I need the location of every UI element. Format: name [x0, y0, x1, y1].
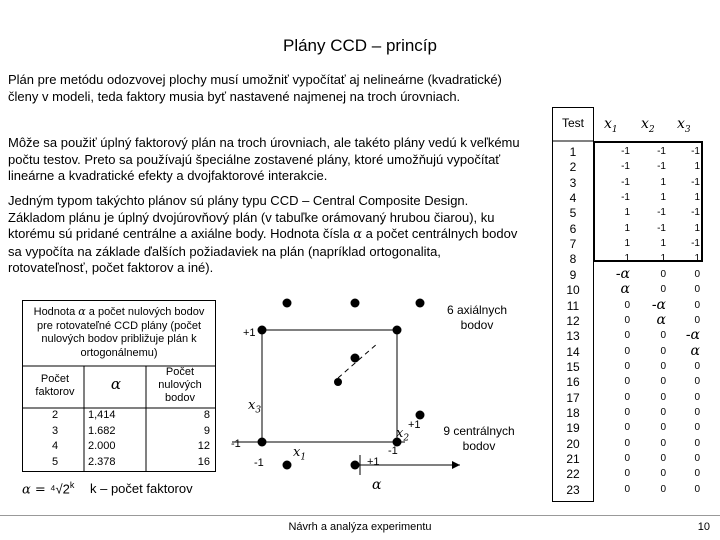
design-table-test-number: 8: [569, 252, 577, 267]
design-table-cell: 0: [660, 391, 666, 403]
cube-front-face: [262, 330, 397, 442]
design-table-cell: 0: [694, 314, 700, 326]
design-table-cell: 0: [624, 422, 630, 434]
label-minus1-left: -1: [231, 438, 241, 450]
design-table-cell: 0: [624, 330, 630, 342]
design-table-test-number: 17: [566, 390, 580, 405]
alpha-symbol: α: [353, 227, 362, 242]
design-table-test-number: 11: [566, 298, 580, 313]
design-table-cell: 0: [694, 360, 700, 372]
design-table-test-number: 10: [566, 283, 580, 298]
design-table-cell: 1: [624, 253, 630, 265]
design-table-cell: -1: [621, 176, 630, 188]
axial-point: [283, 461, 292, 470]
design-table-header-test: Test: [561, 116, 584, 130]
design-table-cell: 0: [624, 345, 630, 357]
axial-point: [351, 354, 360, 363]
design-table-header-x1: $x_1$: [604, 116, 618, 135]
design-table-cell: 0: [624, 406, 630, 418]
design-table-cell: 0: [694, 284, 700, 296]
design-table-cell: 0: [624, 437, 630, 449]
alpha-table-cell: 8: [203, 409, 210, 421]
design-table-cell: 0: [624, 299, 630, 311]
design-table-cell: 0: [694, 422, 700, 434]
design-table-test-number: 19: [566, 421, 580, 436]
design-table-cell: α: [690, 342, 700, 359]
axial-point: [416, 299, 425, 308]
design-table-cell: 1: [660, 192, 666, 204]
design-table-cell: -1: [657, 146, 666, 157]
alpha-table-caption: Hodnota α a počet nulových bodov pre rotovateľné CCD plány (počet nulových bodov približuje plán k ortogonálnemu): [33, 305, 205, 359]
footer-divider: [0, 515, 720, 516]
design-table-cell: 0: [660, 268, 666, 280]
design-table-cell: 0: [624, 483, 630, 495]
label-plus1-right: +1: [408, 419, 421, 431]
design-table-cell: 0: [660, 483, 666, 495]
design-table-cell: 1: [694, 161, 700, 173]
label-x1: $x_1$: [293, 445, 307, 463]
label-x3: $x_3$: [248, 398, 262, 416]
label-x2: $x_2$: [396, 426, 410, 444]
design-table-cell: 1: [694, 192, 700, 204]
design-table-cell: 1: [660, 176, 666, 188]
paragraph-2: Môže sa použiť úplný faktorový plán na troch úrovniach, ale takéto plány vedú k veľkému počtu testov. Preto sa používajú špeciálne zostavené plány, ktoré umožňujú vypočítať lineárne a kvadratické efekty a dvojfaktorové interakcie.: [8, 135, 520, 183]
design-table-test-number: 6: [569, 221, 577, 236]
design-table-test-number: 13: [566, 329, 580, 344]
design-table-cell: -1: [691, 207, 700, 219]
label-minus1-right: -1: [388, 445, 398, 457]
formula-exp: k: [69, 480, 75, 490]
design-table-test-number: 4: [569, 191, 577, 206]
label-plus1-top: +1: [243, 327, 256, 339]
alpha-table-cell: 2.378: [88, 455, 116, 468]
design-table-cell: α: [620, 281, 630, 298]
design-table-cell: 0: [660, 406, 666, 418]
design-table-cell: 0: [660, 422, 666, 434]
page-number: 10: [697, 521, 710, 533]
design-table-cell: 1: [660, 253, 666, 265]
design-table-cell: 1: [624, 222, 630, 234]
axial-point: [351, 461, 360, 470]
design-table-cell: 0: [624, 376, 630, 388]
axial-point: [393, 326, 402, 335]
label-plus1-bottom: +1: [367, 456, 380, 468]
paragraph-1: Plán pre metódu odozvovej plochy musí umožniť vypočítať aj nelineárne (kvadratické) členy v modeli, teda faktory musia byť nastavené najmenej na troch úrovniach.: [8, 72, 502, 104]
axial-points: [258, 299, 425, 470]
design-table-cell: 0: [694, 299, 700, 311]
alpha-table-header-points: Počet nulových bodov: [158, 366, 202, 404]
design-table-cell: α: [656, 311, 666, 328]
alpha-table-cell: 4: [52, 440, 59, 452]
design-table-cell: 0: [694, 453, 700, 464]
design-table-test-number: 1: [569, 145, 577, 159]
design-table-cell: 1: [694, 222, 700, 234]
design-table-cell: 0: [694, 468, 700, 480]
design-table-test-number: 12: [566, 313, 580, 328]
label-alpha: α: [372, 477, 382, 493]
design-table-cell: 1: [660, 238, 666, 250]
design-table-cell: 0: [660, 453, 666, 464]
axial-point: [258, 438, 267, 447]
design-table-cell: 0: [694, 483, 700, 495]
design-table-test-number: 5: [569, 206, 577, 221]
axial-point: [283, 299, 292, 308]
design-table-test-number: 7: [569, 237, 577, 252]
design-table-cell: 0: [660, 376, 666, 388]
design-table-cell: 0: [660, 330, 666, 342]
axial-point: [258, 326, 267, 335]
formula-lhs: α =: [22, 482, 50, 498]
design-table-test-number: 21: [566, 452, 580, 466]
design-table-test-number: 22: [566, 467, 580, 482]
alpha-table-cell: 2: [52, 409, 59, 421]
alpha-table-cell: 3: [52, 424, 59, 437]
design-table-cell: 0: [660, 284, 666, 296]
design-table-cell: -α: [615, 265, 630, 282]
design-table-test-number: 20: [566, 436, 580, 451]
formula-note: k – počet faktorov: [90, 481, 193, 496]
design-table-cell: -1: [621, 161, 630, 173]
design-table-cell: 1: [624, 238, 630, 250]
design-table-test-number: 23: [566, 482, 580, 497]
design-table-header-x3: $x_3$: [677, 116, 691, 135]
design-table-test-number: 14: [566, 344, 580, 359]
alpha-table-cell: 1,414: [88, 409, 116, 421]
axial-point: [351, 299, 360, 308]
design-table-cell: 1: [624, 207, 630, 219]
design-table-cell: 0: [694, 406, 700, 418]
design-table-cell: -1: [657, 161, 666, 173]
alpha-table-header-alpha: α: [110, 375, 122, 393]
label-axial-points: 6 axiálnych bodov: [446, 303, 508, 332]
design-table-cell: -1: [621, 192, 630, 204]
alpha-table-cell: 12: [197, 440, 210, 452]
design-table-cell: 0: [624, 314, 630, 326]
design-table-test-number: 18: [566, 405, 580, 420]
alpha-table-cell: 9: [203, 424, 210, 437]
design-table-test-number: 16: [566, 375, 580, 390]
design-table-cell: 0: [660, 468, 666, 480]
design-table-cell: 0: [624, 391, 630, 403]
center-point: [334, 378, 342, 386]
page-title: Plány CCD – princíp: [282, 36, 437, 55]
design-table-test-number: 2: [569, 160, 577, 175]
design-table-cell: 0: [624, 468, 630, 480]
design-table-cell: 0: [694, 376, 700, 388]
design-table-cell: -1: [657, 207, 666, 219]
alpha-arrow: [452, 461, 460, 469]
design-table-cell: 0: [694, 391, 700, 403]
design-table-cell: 0: [694, 437, 700, 449]
design-table-cell: -1: [657, 222, 666, 234]
design-table-test-number: 9: [569, 267, 577, 282]
design-table-cell: 0: [660, 345, 666, 357]
footer-text: Návrh a analýza experimentu: [288, 521, 432, 533]
alpha-table-header-factors: Počet faktorov: [35, 373, 75, 398]
label-minus1-bottom: -1: [254, 457, 264, 469]
design-table-cell: -1: [621, 146, 630, 157]
alpha-symbol: α: [78, 305, 86, 318]
design-table-cell: -α: [685, 327, 700, 344]
design-table-cell: 0: [624, 453, 630, 464]
design-table-cell: 1: [694, 253, 700, 265]
design-table-cell: 0: [660, 360, 666, 372]
alpha-table-cell: 1.682: [88, 424, 116, 437]
alpha-table-cell: 2.000: [88, 440, 116, 452]
design-table-cell: 0: [694, 268, 700, 280]
design-table-cell: -α: [651, 296, 666, 313]
paragraph-3: Jedným typom takýchto plánov sú plány typu CCD – Central Composite Design. Základom plánu je úplný dvojúrovňový plán (v tabuľke orámovaný hrubou čiarou), ku ktorému sú pridané centrálne a axiálne body. Hodnota čísla α a počet centrálnych bodov sa vypočíta na základe ďalších požiadaviek na plán (napríklad ortogonalita, rotovateľnosť, počet faktorov a iné).: [8, 193, 518, 275]
alpha-table-cell: 5: [52, 455, 59, 468]
alpha-table-cell: 16: [197, 455, 210, 468]
alpha-formula: [22, 480, 74, 497]
design-table-test-number: 15: [566, 359, 580, 374]
design-table-cell: 0: [660, 437, 666, 449]
design-table-cell: 0: [624, 360, 630, 372]
design-table-cell: -1: [691, 176, 700, 188]
label-central-points: 9 centrálnych bodov: [443, 424, 515, 453]
formula-root: ⁴√2: [49, 481, 70, 497]
design-table-header-x2: $x_2$: [641, 116, 655, 135]
design-table-test-number: 3: [569, 175, 577, 190]
design-table-cell: -1: [691, 146, 700, 157]
design-table-cell: -1: [691, 238, 700, 250]
